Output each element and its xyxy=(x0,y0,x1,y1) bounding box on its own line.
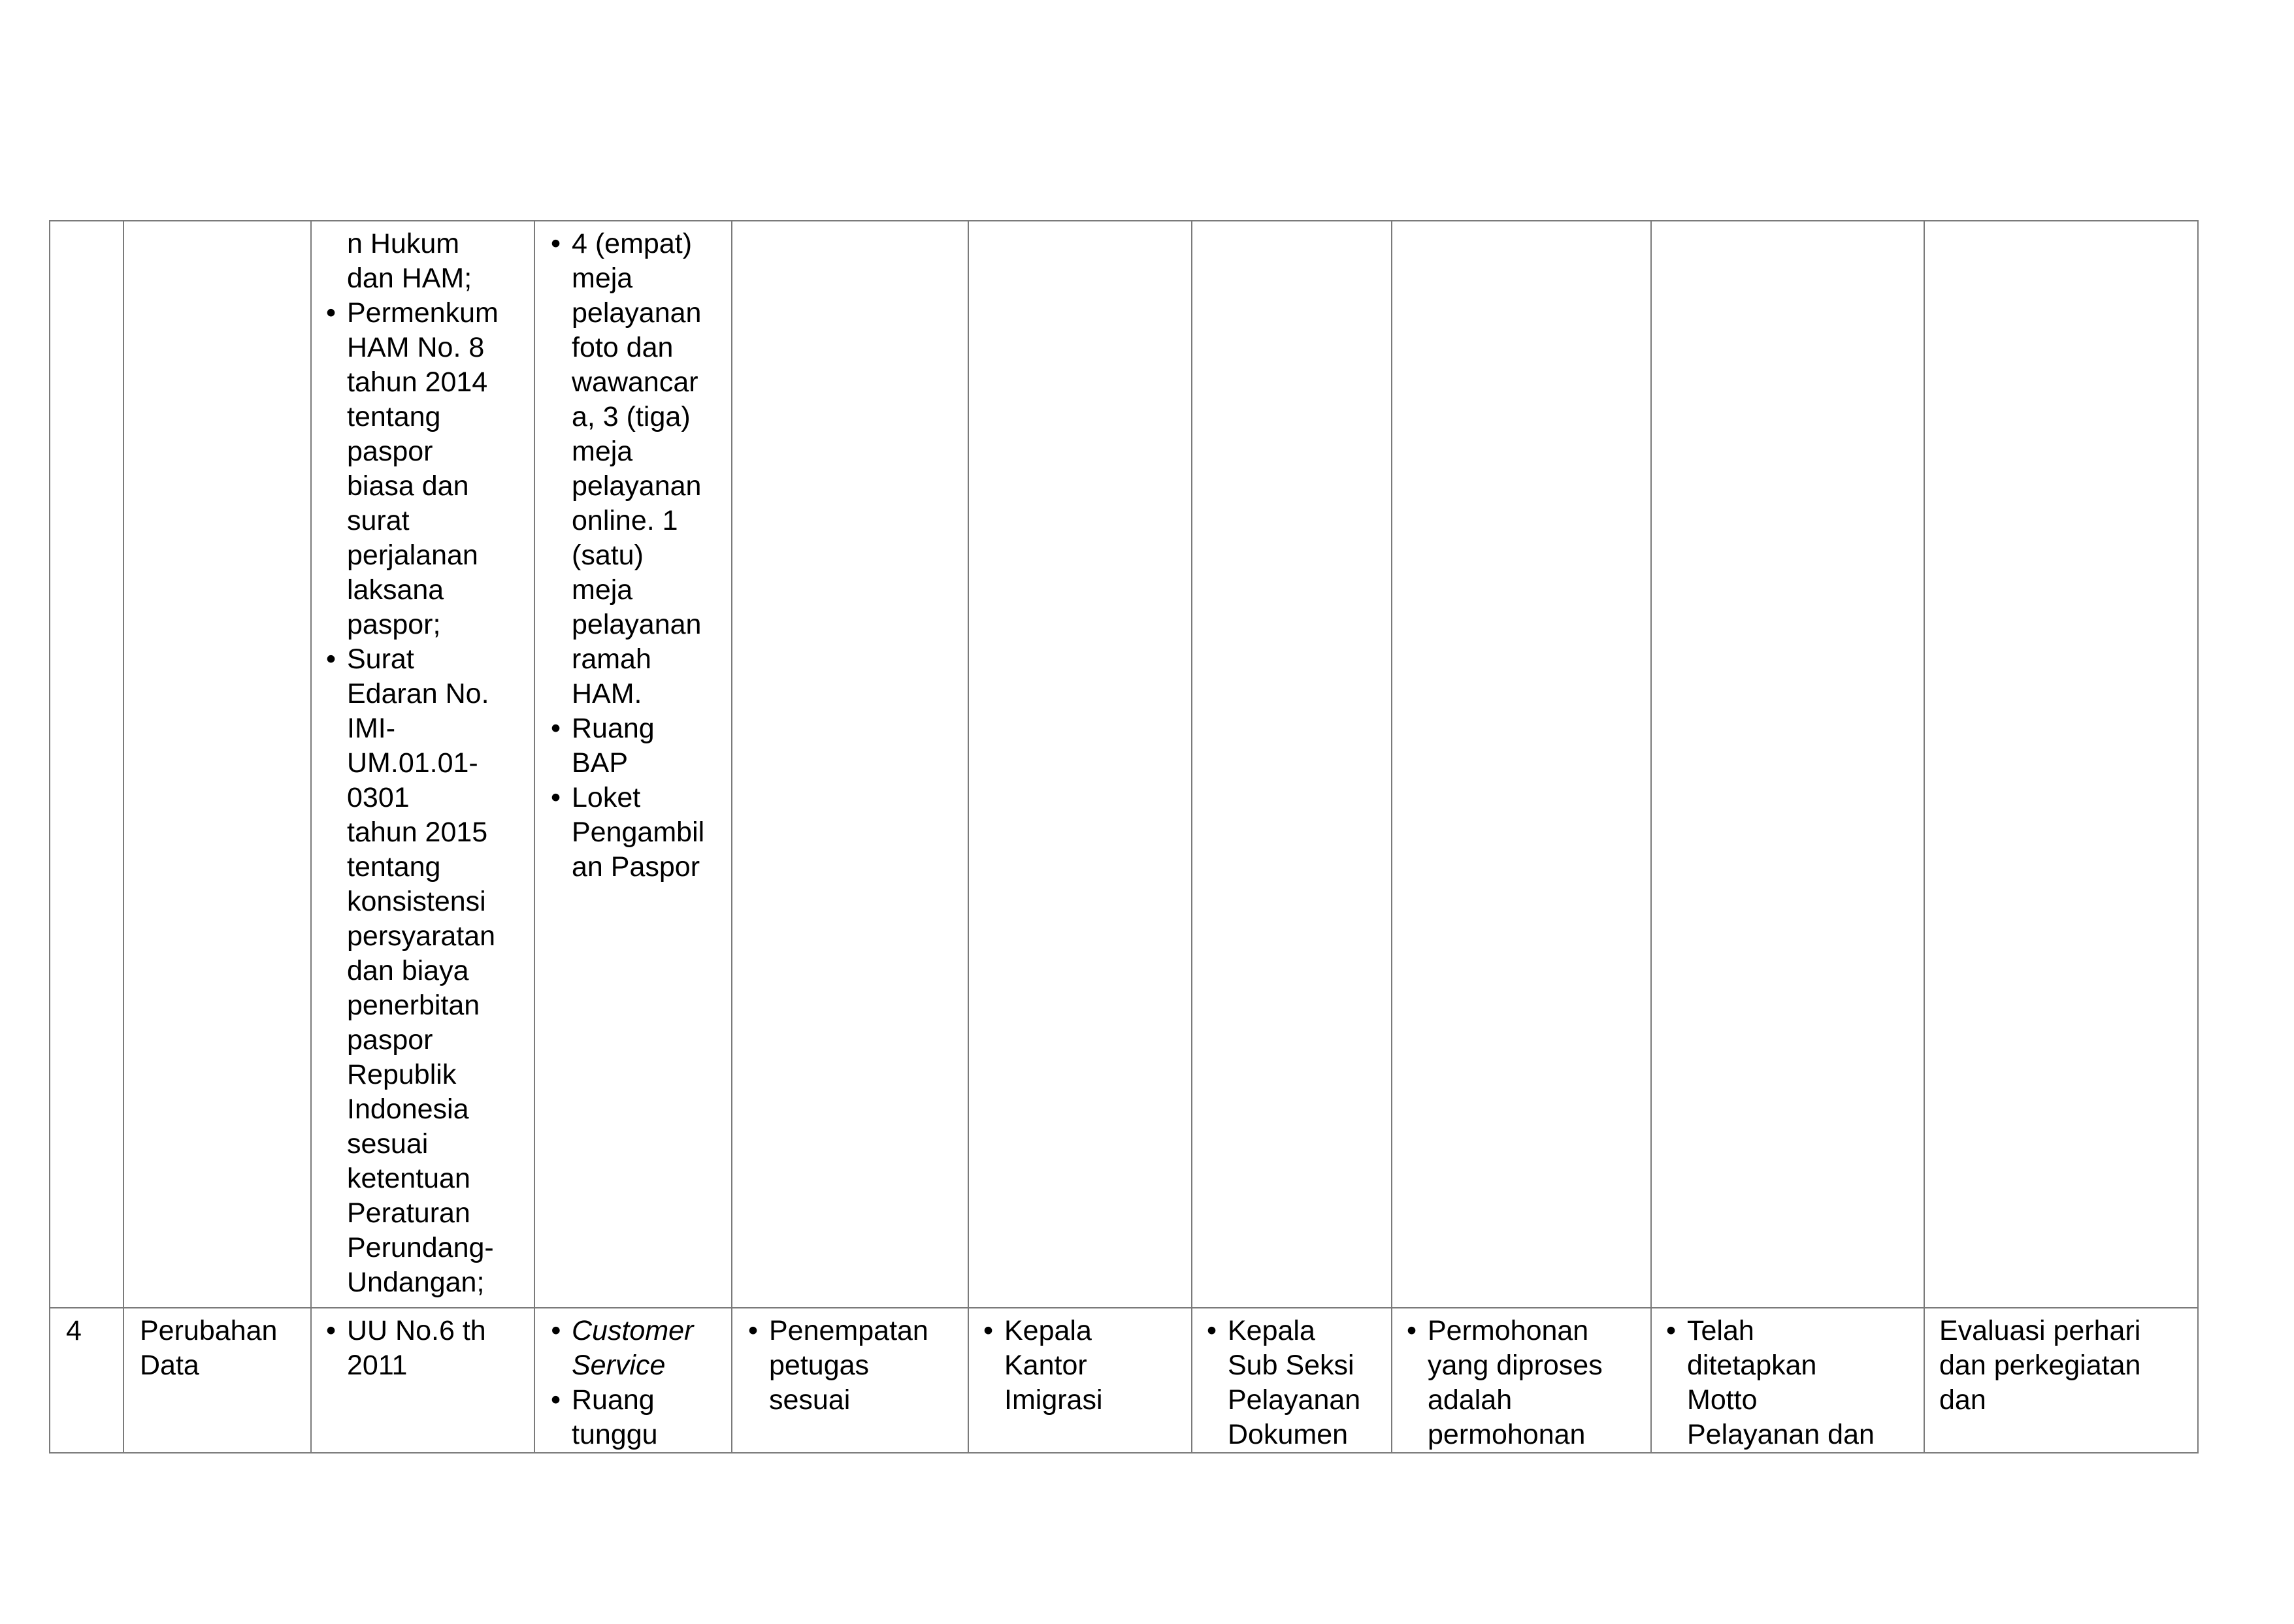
service-standard-table xyxy=(49,220,2199,1453)
cell-service-name xyxy=(123,221,311,1308)
cell-col10 xyxy=(1924,221,2198,1308)
cell-col8 xyxy=(1392,1308,1651,1453)
cell-col10: Evaluasi perhari dan perkegiatan dan xyxy=(1924,1308,2198,1453)
cell-col8 xyxy=(1392,221,1651,1308)
cell-col5 xyxy=(732,221,968,1308)
list-item: n Hukum dan HAM; xyxy=(347,228,472,294)
list-item: • Permenkum HAM No. 8 tahun 2014 tentang paspor biasa dan surat perjalanan laksana paspor; xyxy=(325,296,525,642)
cell-no xyxy=(50,221,123,1308)
cell-col9 xyxy=(1651,1308,1924,1453)
cell-col5 xyxy=(732,1308,968,1453)
cell-service-name: Perubahan Data xyxy=(123,1308,311,1453)
table-row xyxy=(50,221,2198,1308)
list-item: • UU No.6 th 2011 xyxy=(325,1314,525,1383)
list-item: • Telah ditetapkan Motto Pelayanan dan xyxy=(1665,1314,1914,1452)
list-item: • Surat Edaran No. IMI- UM.01.01- 0301 tahun 2015 tentang konsistensi persyaratan dan biaya penerbitan paspor Republik Indonesia sesuai ketentuan Peraturan Perundang- Undangan; xyxy=(325,642,525,1300)
list-item: • Kepala Sub Seksi Pelayanan Dokumen xyxy=(1205,1314,1382,1452)
cell-col7 xyxy=(1192,221,1392,1308)
cell-legal-basis xyxy=(311,221,534,1308)
cell-facilities xyxy=(534,1308,732,1453)
list-item: • Kepala Kantor Imigrasi xyxy=(982,1314,1182,1418)
list-item: • Ruang BAP xyxy=(549,711,722,781)
cell-col9 xyxy=(1651,221,1924,1308)
list-item: • Ruang tunggu xyxy=(549,1383,722,1452)
list-item: • Penempatan petugas sesuai xyxy=(747,1314,959,1418)
cell-no: 4 xyxy=(50,1308,123,1453)
cell-col6 xyxy=(968,221,1192,1308)
list-item: • Customer Service xyxy=(549,1314,722,1383)
list-item: • Permohonan yang diproses adalah permohonan xyxy=(1405,1314,1641,1452)
cell-facilities xyxy=(534,221,732,1308)
cell-col6 xyxy=(968,1308,1192,1453)
list-item: • Loket Pengambil an Paspor xyxy=(549,781,722,885)
cell-col7 xyxy=(1192,1308,1392,1453)
table-row xyxy=(50,1308,2198,1453)
cell-legal-basis xyxy=(311,1308,534,1453)
list-item: • 4 (empat) meja pelayanan foto dan wawancar a, 3 (tiga) meja pelayanan online. 1 (satu) meja pelayanan ramah HAM. xyxy=(549,227,722,711)
